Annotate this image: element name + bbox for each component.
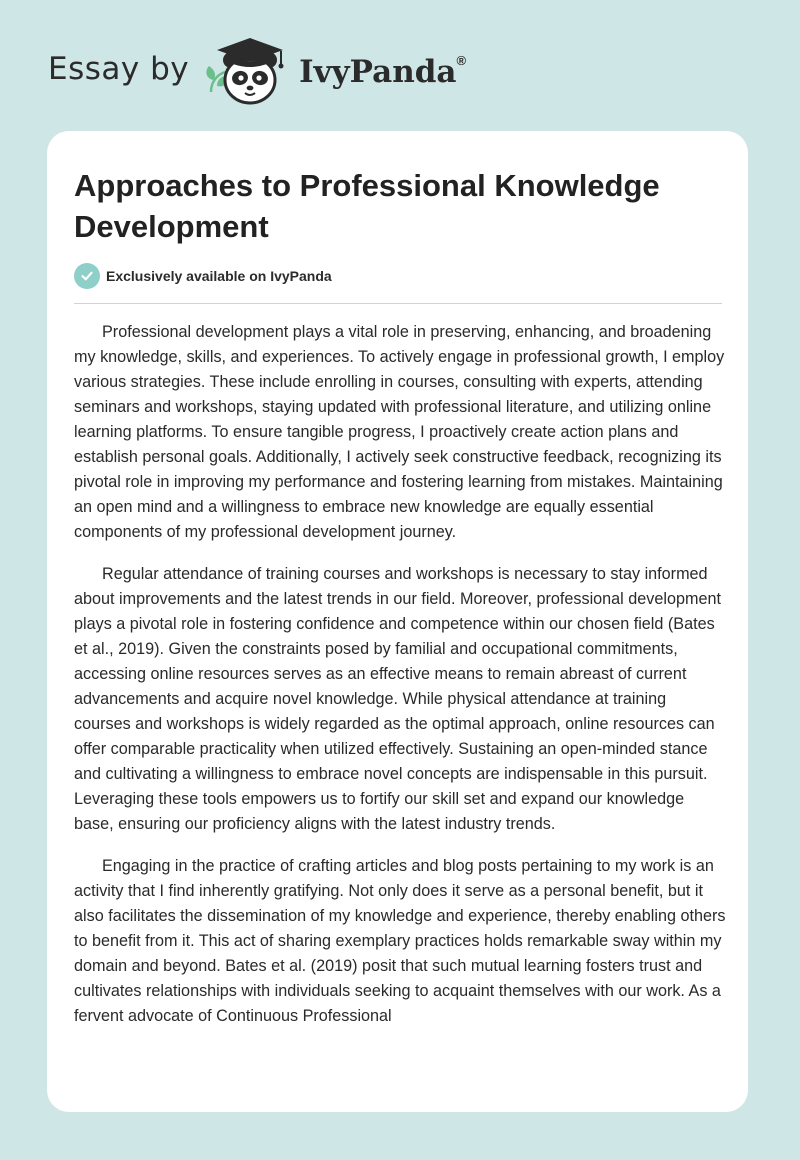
essay-paragraph: Engaging in the practice of crafting articles and blog posts pertaining to my work is an activity that I find inherently gratifying. Not only does it serve as a personal benefit, but it also facilitates the dissemination of my knowledge and experience, thereby enabling others to benefit from it. This act of sharing exemplary practices holds remarkable sway within my domain and beyond. Bates et al. (2019) posit that such mutual learning fosters trust and cultivates relationships with individuals seeking to acquaint themselves with our work. As a fervent advocate of Continuous Professional bbox=[74, 857, 726, 1025]
brand-prefix: Essay by bbox=[48, 51, 190, 87]
exclusive-badge-text: Exclusively available on IvyPanda bbox=[106, 268, 332, 284]
essay-title: Approaches to Professional Knowledge Development bbox=[74, 168, 660, 244]
brand-name[interactable] bbox=[299, 54, 466, 90]
essay-body bbox=[74, 320, 726, 1046]
brand-name-text: IvyPanda bbox=[299, 54, 457, 90]
brand-header bbox=[48, 34, 466, 108]
essay-paragraph: Professional development plays a vital role in preserving, enhancing, and broadening my knowledge, skills, and experiences. To actively engage in professional growth, I employ various strategies. These include enrolling in courses, consulting with experts, attending seminars and workshops, staying updated with professional literature, and utilizing online learning platforms. To ensure tangible progress, I proactively create action plans and establish personal goals. Additionally, I actively seek constructive feedback, recognizing its pivotal role in improving my performance and fostering learning from mistakes. Maintaining an open mind and a willingness to embrace new knowledge are equally essential components of my professional development journey. bbox=[74, 323, 725, 541]
panda-logo-icon[interactable] bbox=[203, 34, 295, 108]
title-divider bbox=[74, 303, 722, 304]
essay-paragraph: Regular attendance of training courses and workshops is necessary to stay informed about improvements and the latest trends in our field. Moreover, professional development plays a pivotal role in fostering confidence and competence within our chosen field (Bates et al., 2019). Given the constraints posed by familial and occupational commitments, accessing online resources serves as an effective means to remain abreast of current advancements and acquire novel knowledge. While physical attendance at training courses and workshops is widely regarded as the optimal approach, online resources can offer comparable practicality when utilized effectively. Sustaining an open-minded stance and cultivating a willingness to embrace novel concepts are indispensable in this pursuit. Leveraging these tools empowers us to fortify our skill set and expand our knowledge base, ensuring our proficiency aligns with the latest industry trends. bbox=[74, 565, 721, 833]
exclusive-badge bbox=[74, 263, 332, 289]
essay-card bbox=[47, 131, 748, 1112]
check-icon bbox=[74, 263, 100, 289]
registered-mark: ® bbox=[456, 52, 467, 68]
